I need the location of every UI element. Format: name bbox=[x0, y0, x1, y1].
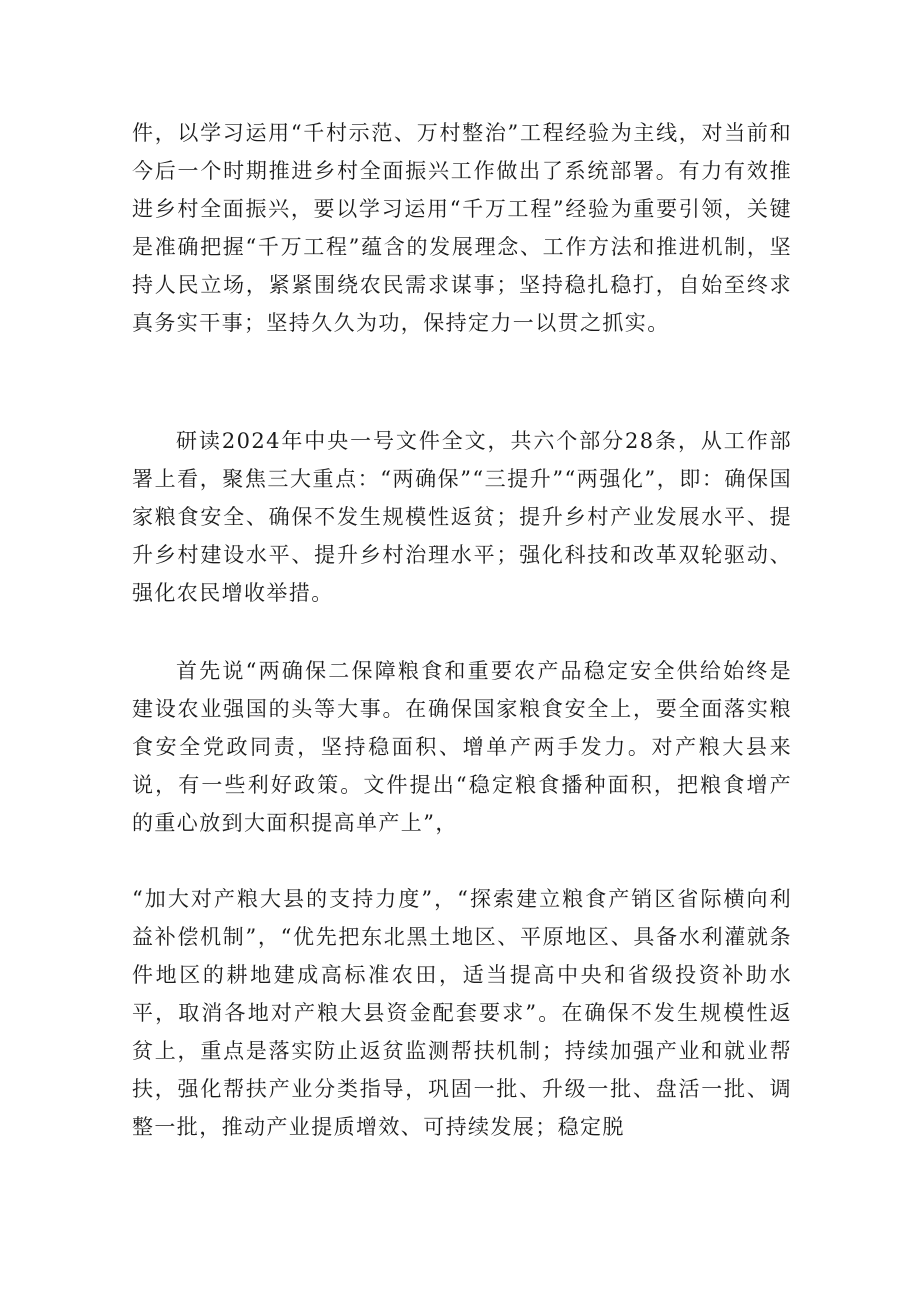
paragraph-two-guarantees: 首先说“两确保二保障粮食和重要农产品稳定安全供给始终是建设农业强国的头等大事。在确保国家粮食安全上，要全面落实粮食安全党政同责，坚持稳面积、增单产两手发力。对产粮大县来说，有一些利好政策。文件提出“稳定粮食播种面积，把粮食增产的重心放到大面积提高单产上”， bbox=[132, 659, 792, 835]
paragraph-policy-quotes: “加大对产粮大县的支持力度”，“探索建立粮食产销区省际横向利益补偿机制”，“优先把东北黑土地区、平原地区、具备水利灌就条件地区的耕地建成高标准农田，适当提高中央和省级投资补助水平，取消各地对产粮大县资金配套要求”。在确保不发生规模性返贫上，重点是落实防止返贫监测帮扶机制；持续加强产业和就业帮扶，强化帮扶产业分类指导，巩固一批、升级一批、盘活一批、调整一批，推动产业提质增效、可持续发展；稳定脱 bbox=[132, 887, 792, 1139]
paragraph-document-overview: 研读2024年中央一号文件全文，共六个部分28条，从工作部署上看，聚焦三大重点：“两确保”“三提升”“两强化”，即：确保国家粮食安全、确保不发生规模性返贫；提升乡村产业发展水平、提升乡村建设水平、提升乡村治理水平；强化科技和改革双轮驱动、强化农民增收举措。 bbox=[132, 429, 792, 605]
paragraph-continuation: 件，以学习运用“千村示范、万村整治”工程经验为主线，对当前和今后一个时期推进乡村全面振兴工作做出了系统部署。有力有效推进乡村全面振兴，要以学习运用“千万工程”经验为重要引领，关键是准确把握“千万工程”蕴含的发展理念、工作方法和推进机制，坚持人民立场，紧紧围绕农民需求谋事；坚持稳扎稳打，自始至终求真务实干事；坚持久久为功，保持定力一以贯之抓实。 bbox=[132, 121, 792, 335]
